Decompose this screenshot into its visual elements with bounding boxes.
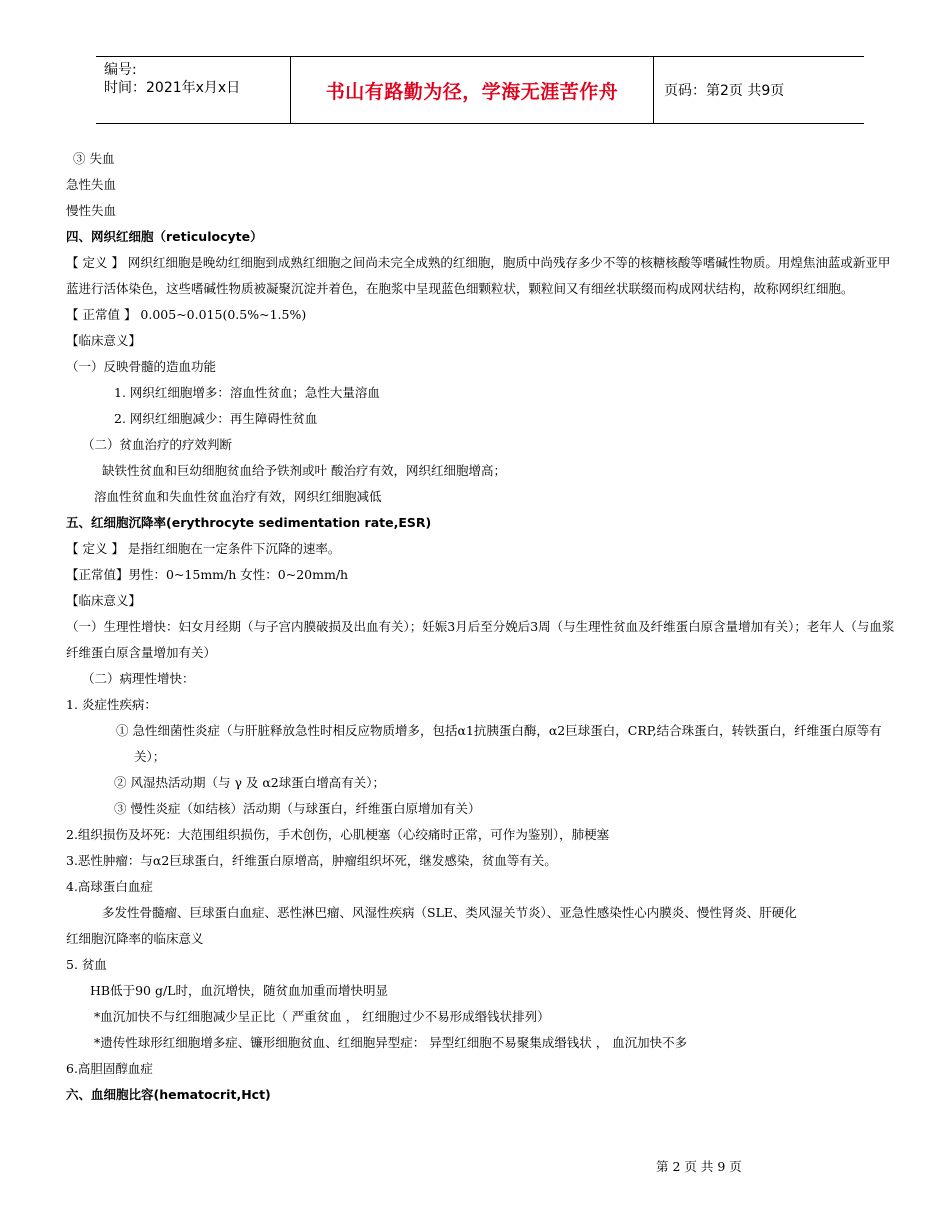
section-heading: 四、网织红细胞（reticulocyte）	[66, 229, 263, 244]
page-footer: 第 2 页 共 9 页	[656, 1159, 742, 1174]
section-heading: 五、红细胞沉降率(erythrocyte sedimentation rate,ESR)	[66, 515, 432, 530]
subsection-heading: （二）病理性增快：	[82, 671, 195, 686]
header-meta-cell	[96, 57, 291, 123]
paragraph: 溶血性贫血和失血性贫血治疗有效，网织红细胞减低	[94, 489, 382, 504]
document-time-label: 时间：2021年x月x日	[104, 80, 241, 96]
definition-line: 【 定义 】 是指红细胞在一定条件下沉降的速率。	[66, 541, 341, 556]
section-heading: 六、血细胞比容(hematocrit,Hct)	[66, 1087, 271, 1102]
definition-paragraph: 【 定义 】 网织红细胞是晚幼红细胞到成熟红细胞之间尚未完全成熟的红细胞，胞质中尚残存多少不等的核糖核酸等嗜碱性物质。用煌焦油蓝或新亚甲蓝进行活体染色，这些嗜碱性物质被凝聚沉淀并着色，在胞浆中呈现蓝色细颗粒状，颗粒间又有细丝状联缀而构成网状结构，故称网织红细胞。	[66, 255, 891, 296]
paragraph: HB低于90 g/L时，血沉增快，随贫血加重而增快明显	[90, 983, 388, 998]
list-item: 3.恶性肿瘤：与α2巨球蛋白，纤维蛋白原增高，肿瘤组织坏死，继发感染，贫血等有关。	[66, 853, 557, 868]
list-item: ① 急性细菌性炎症（与肝脏释放急性时相反应物质增多，包括α1抗胰蛋白酶，α2巨球蛋白，CRP,结合珠蛋白，转铁蛋白，纤维蛋白原等有关）；	[116, 723, 882, 764]
motto-text: 书山有路勤为径，学海无涯苦作舟	[325, 80, 619, 103]
list-item: 5. 贫血	[66, 957, 107, 972]
list-item: 急性失血	[66, 177, 117, 192]
document-body	[66, 146, 898, 1108]
document-number-label: 编号:	[104, 62, 137, 78]
normal-value-line: 【正常值】男性：0~15mm/h 女性：0~20mm/h	[66, 567, 349, 582]
list-item: 6.高胆固醇血症	[66, 1061, 153, 1076]
paragraph: （一）生理性增快：妇女月经期（与子宫内膜破损及出血有关）；妊娠3月后至分娩后3周（与生理性贫血及纤维蛋白原含量增加有关）；老年人（与血浆纤维蛋白原含量增加有关）	[66, 619, 895, 660]
list-item: ② 风湿热活动期（与 γ 及 α2球蛋白增高有关）；	[114, 775, 386, 790]
subsection-heading: （二）贫血治疗的疗效判断	[82, 437, 233, 452]
list-item: 2. 网织红细胞减少：再生障碍性贫血	[114, 411, 318, 426]
list-item: 2.组织损伤及坏死：大范围组织损伤，手术创伤，心肌梗塞（心绞痛时正常，可作为鉴别），肺梗塞	[66, 827, 610, 842]
list-item: ③ 慢性炎症（如结核）活动期（与球蛋白，纤维蛋白原增加有关）	[114, 801, 481, 816]
list-item: 4.高球蛋白血症	[66, 879, 153, 894]
clinical-significance-label: 【临床意义】	[66, 593, 142, 608]
header-motto-cell	[291, 57, 654, 123]
page-code-label: 页码：第2页 共9页	[664, 83, 785, 99]
paragraph: *遗传性球形红细胞增多症、镰形细胞贫血、红细胞异型症： 异型红细胞不易聚集成缗钱状 ， 血沉加快不多	[94, 1035, 688, 1050]
header-page-cell	[654, 57, 864, 123]
list-item: 1. 炎症性疾病：	[66, 697, 157, 712]
list-item: 1. 网织红细胞增多：溶血性贫血；急性大量溶血	[114, 385, 380, 400]
clinical-significance-label: 【临床意义】	[66, 333, 142, 348]
paragraph: 多发性骨髓瘤、巨球蛋白血症、恶性淋巴瘤、风湿性疾病（SLE、类风湿关节炎）、亚急性感染性心内膜炎、慢性肾炎、肝硬化	[102, 905, 797, 920]
page-header	[96, 56, 864, 124]
normal-value-line: 【 正常值 】 0.005~0.015(0.5%~1.5%)	[66, 307, 307, 322]
paragraph: *血沉加快不与红细胞减少呈正比（ 严重贫血 ， 红细胞过少不易形成缗钱状排列）	[94, 1009, 550, 1024]
list-item: 慢性失血	[66, 203, 117, 218]
paragraph: 缺铁性贫血和巨幼细胞贫血给予铁剂或叶 酸治疗有效，网织红细胞增高；	[102, 463, 506, 478]
list-item: ③ 失血	[73, 151, 115, 166]
paragraph: 红细胞沉降率的临床意义	[66, 931, 204, 946]
subsection-heading: （一）反映骨髓的造血功能	[66, 359, 217, 374]
